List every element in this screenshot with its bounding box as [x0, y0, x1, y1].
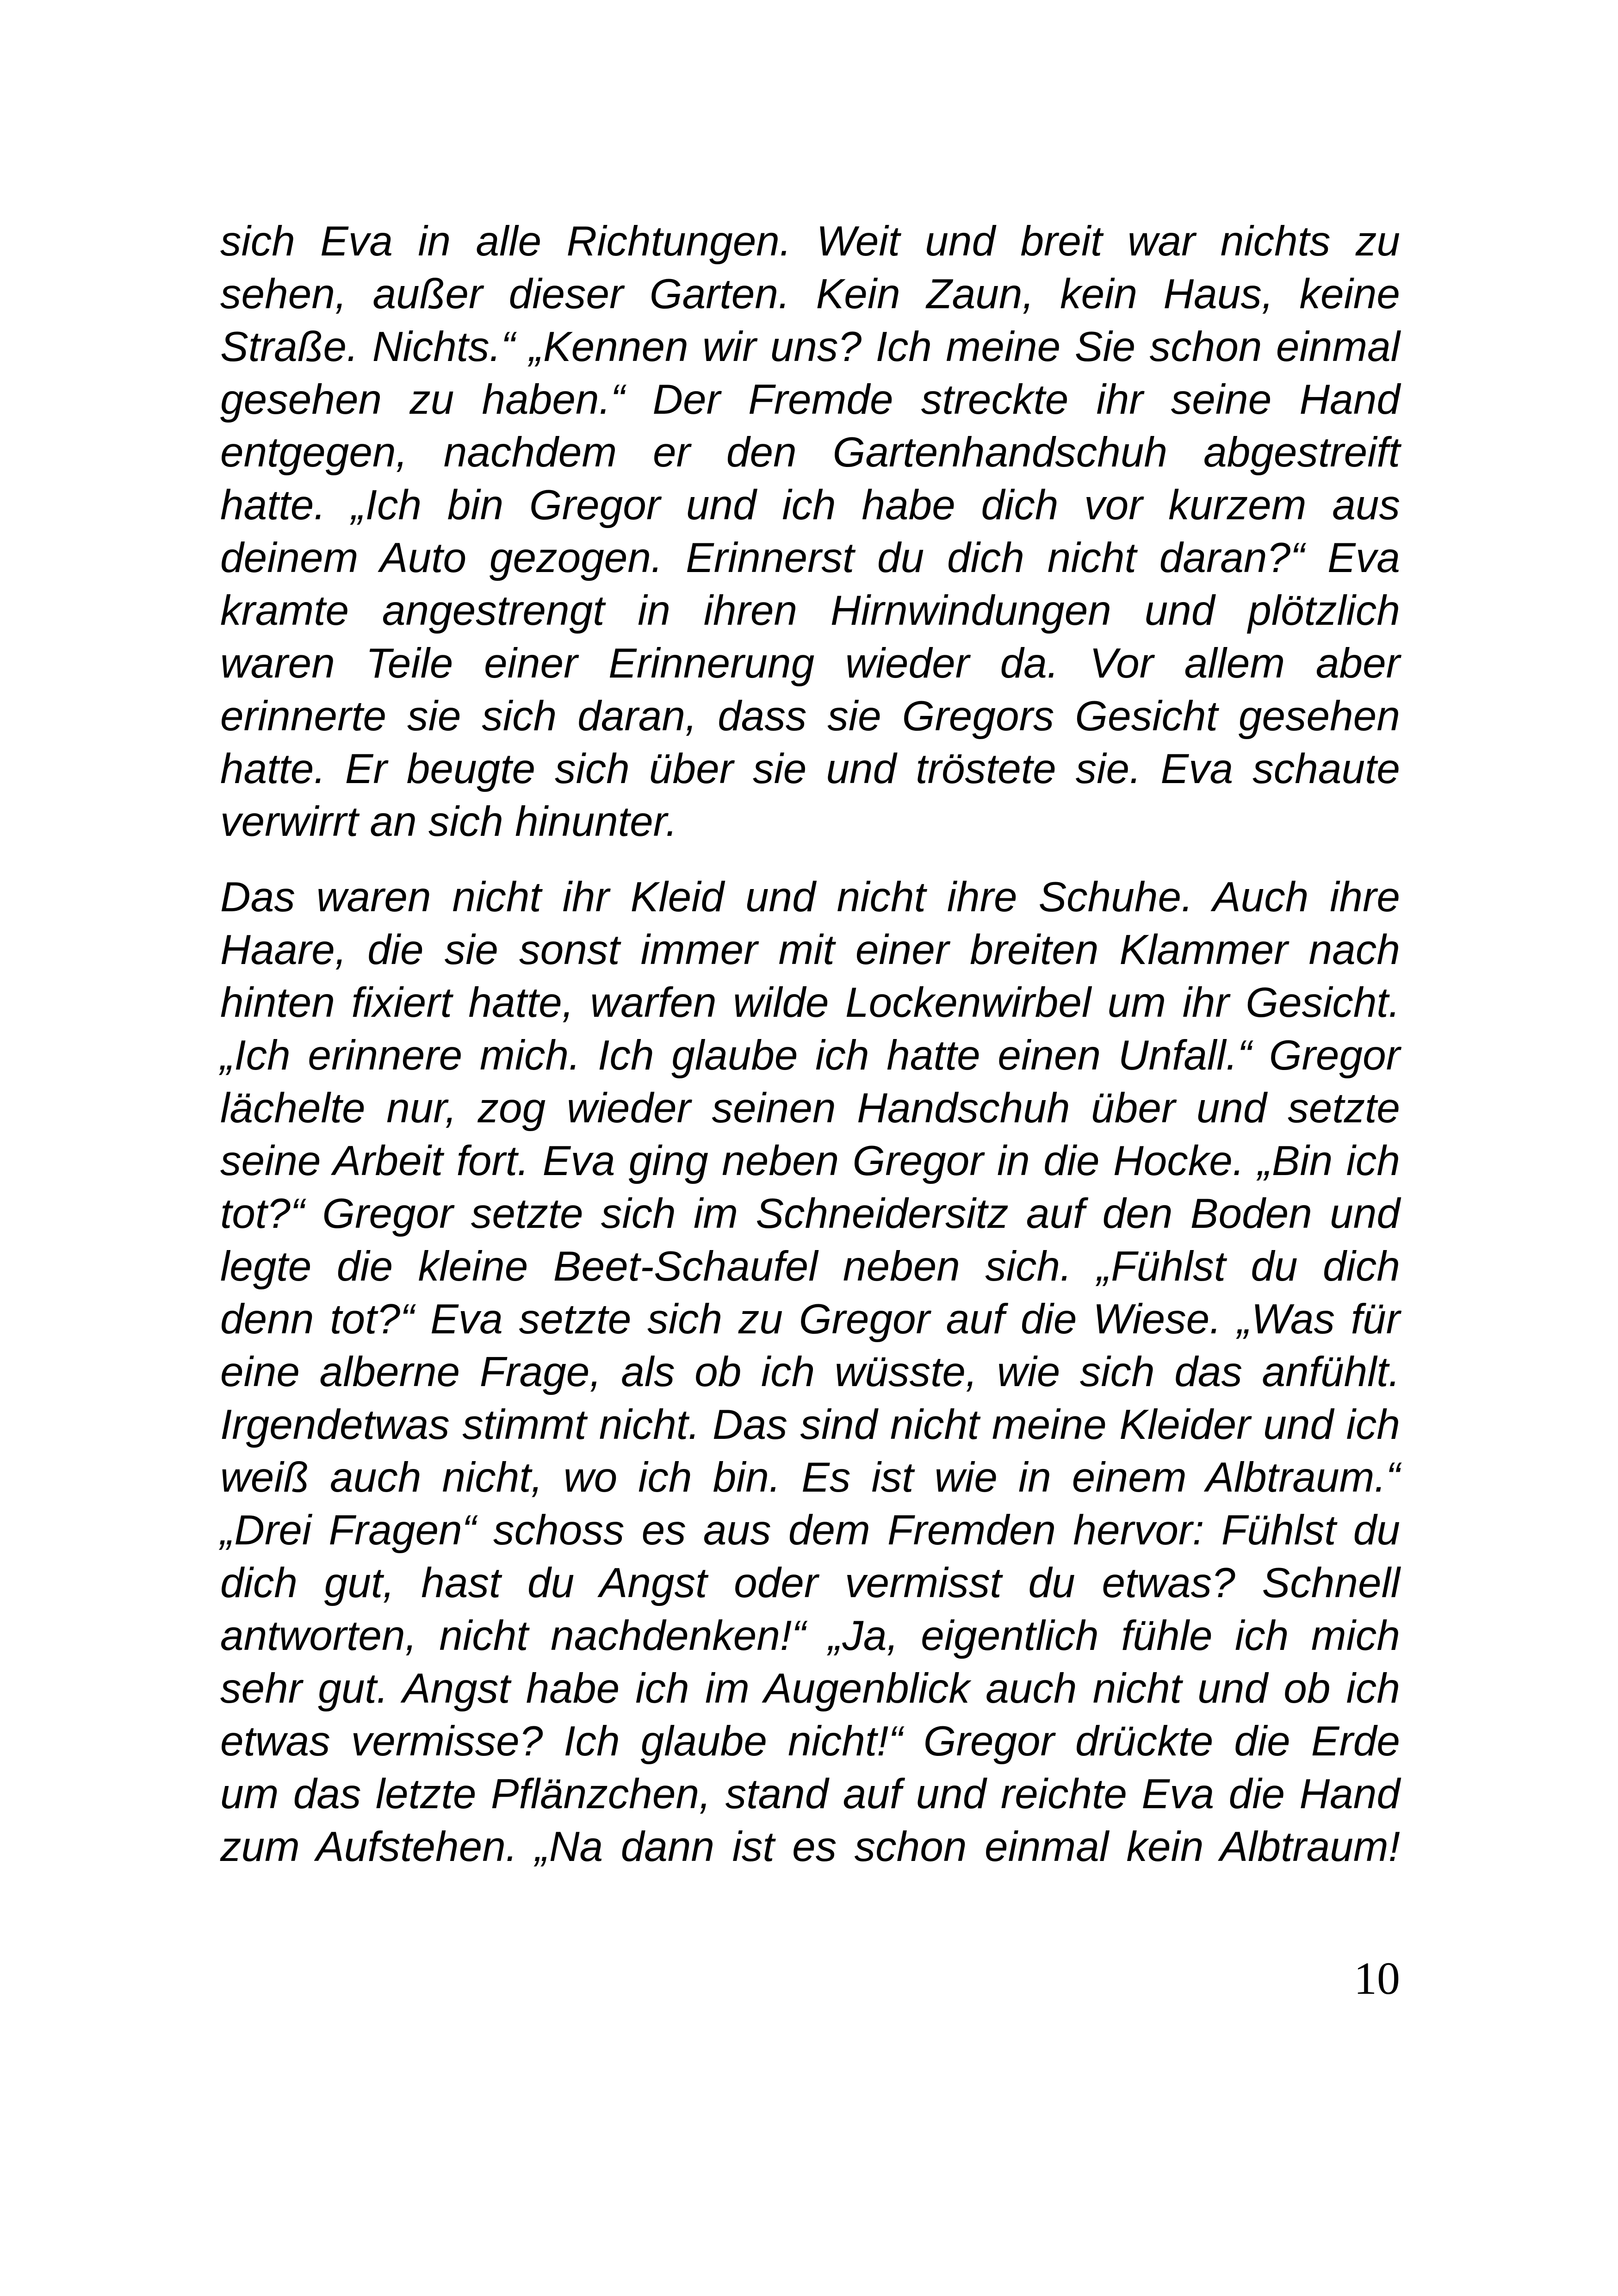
text-line: eine alberne Frage, als ob ich wüsste, wie sich das anfühlt. — [220, 1349, 1400, 1395]
text-line: sehr gut. Angst habe ich im Augenblick auch nicht und ob ich — [220, 1665, 1400, 1712]
text-line: seine Arbeit fort. Eva ging neben Gregor in die Hocke. „Bin ich — [220, 1138, 1400, 1184]
paragraph-1 — [220, 215, 1400, 848]
text-line: antworten, nicht nachdenken!“ „Ja, eigentlich fühle ich mich — [220, 1612, 1400, 1659]
text-line: lächelte nur, zog wieder seinen Handschuh über und setzte — [220, 1085, 1400, 1132]
text-line: hatte. Er beugte sich über sie und tröstete sie. Eva schaute — [220, 746, 1400, 792]
text-line: kramte angestrengt in ihren Hirnwindungen und plötzlich — [220, 587, 1400, 634]
text-line: hatte. „Ich bin Gregor und ich habe dich vor kurzem aus — [220, 482, 1400, 529]
text-line: Straße. Nichts.“ „Kennen wir uns? Ich meine Sie schon einmal — [220, 324, 1400, 370]
page-number: 10 — [1354, 1953, 1400, 2004]
text-line: Irgendetwas stimmt nicht. Das sind nicht meine Kleider und ich — [220, 1401, 1400, 1448]
text-line: entgegen, nachdem er den Gartenhandschuh abgestreift — [220, 429, 1400, 476]
text-line: sich Eva in alle Richtungen. Weit und breit war nichts zu — [220, 218, 1400, 265]
text-line: sehen, außer dieser Garten. Kein Zaun, kein Haus, keine — [220, 271, 1400, 317]
text-line: „Drei Fragen“ schoss es aus dem Fremden hervor: Fühlst du — [220, 1507, 1400, 1554]
text-line: erinnerte sie sich daran, dass sie Gregors Gesicht gesehen — [220, 693, 1400, 740]
text-line: tot?“ Gregor setzte sich im Schneidersitz auf den Boden und — [220, 1190, 1400, 1237]
text-line: etwas vermisse? Ich glaube nicht!“ Gregor drückte die Erde — [220, 1718, 1400, 1765]
text-line: Haare, die sie sonst immer mit einer breiten Klammer nach — [220, 927, 1400, 973]
text-line: deinem Auto gezogen. Erinnerst du dich nicht daran?“ Eva — [220, 535, 1400, 581]
text-line: „Ich erinnere mich. Ich glaube ich hatte einen Unfall.“ Gregor — [220, 1032, 1400, 1079]
text-line: waren Teile einer Erinnerung wieder da. Vor allem aber — [220, 640, 1400, 687]
text-line: denn tot?“ Eva setzte sich zu Gregor auf die Wiese. „Was für — [220, 1296, 1400, 1343]
text-line: um das letzte Pflänzchen, stand auf und reichte Eva die Hand — [220, 1771, 1400, 1817]
text-line: zum Aufstehen. „Na dann ist es schon einmal kein Albtraum! — [220, 1823, 1400, 1870]
text-line: gesehen zu haben.“ Der Fremde streckte ihr seine Hand — [220, 376, 1400, 423]
text-line: legte die kleine Beet-Schaufel neben sich. „Fühlst du dich — [220, 1243, 1400, 1290]
text-line: dich gut, hast du Angst oder vermisst du etwas? Schnell — [220, 1560, 1400, 1606]
text-line: verwirrt an sich hinunter. — [220, 798, 677, 845]
text-line: Das waren nicht ihr Kleid und nicht ihre Schuhe. Auch ihre — [220, 874, 1400, 921]
paragraph-2 — [220, 871, 1400, 1873]
text-line: weiß auch nicht, wo ich bin. Es ist wie in einem Albtraum.“ — [220, 1454, 1400, 1501]
text-line: hinten fixiert hatte, warfen wilde Lockenwirbel um ihr Gesicht. — [220, 979, 1400, 1026]
